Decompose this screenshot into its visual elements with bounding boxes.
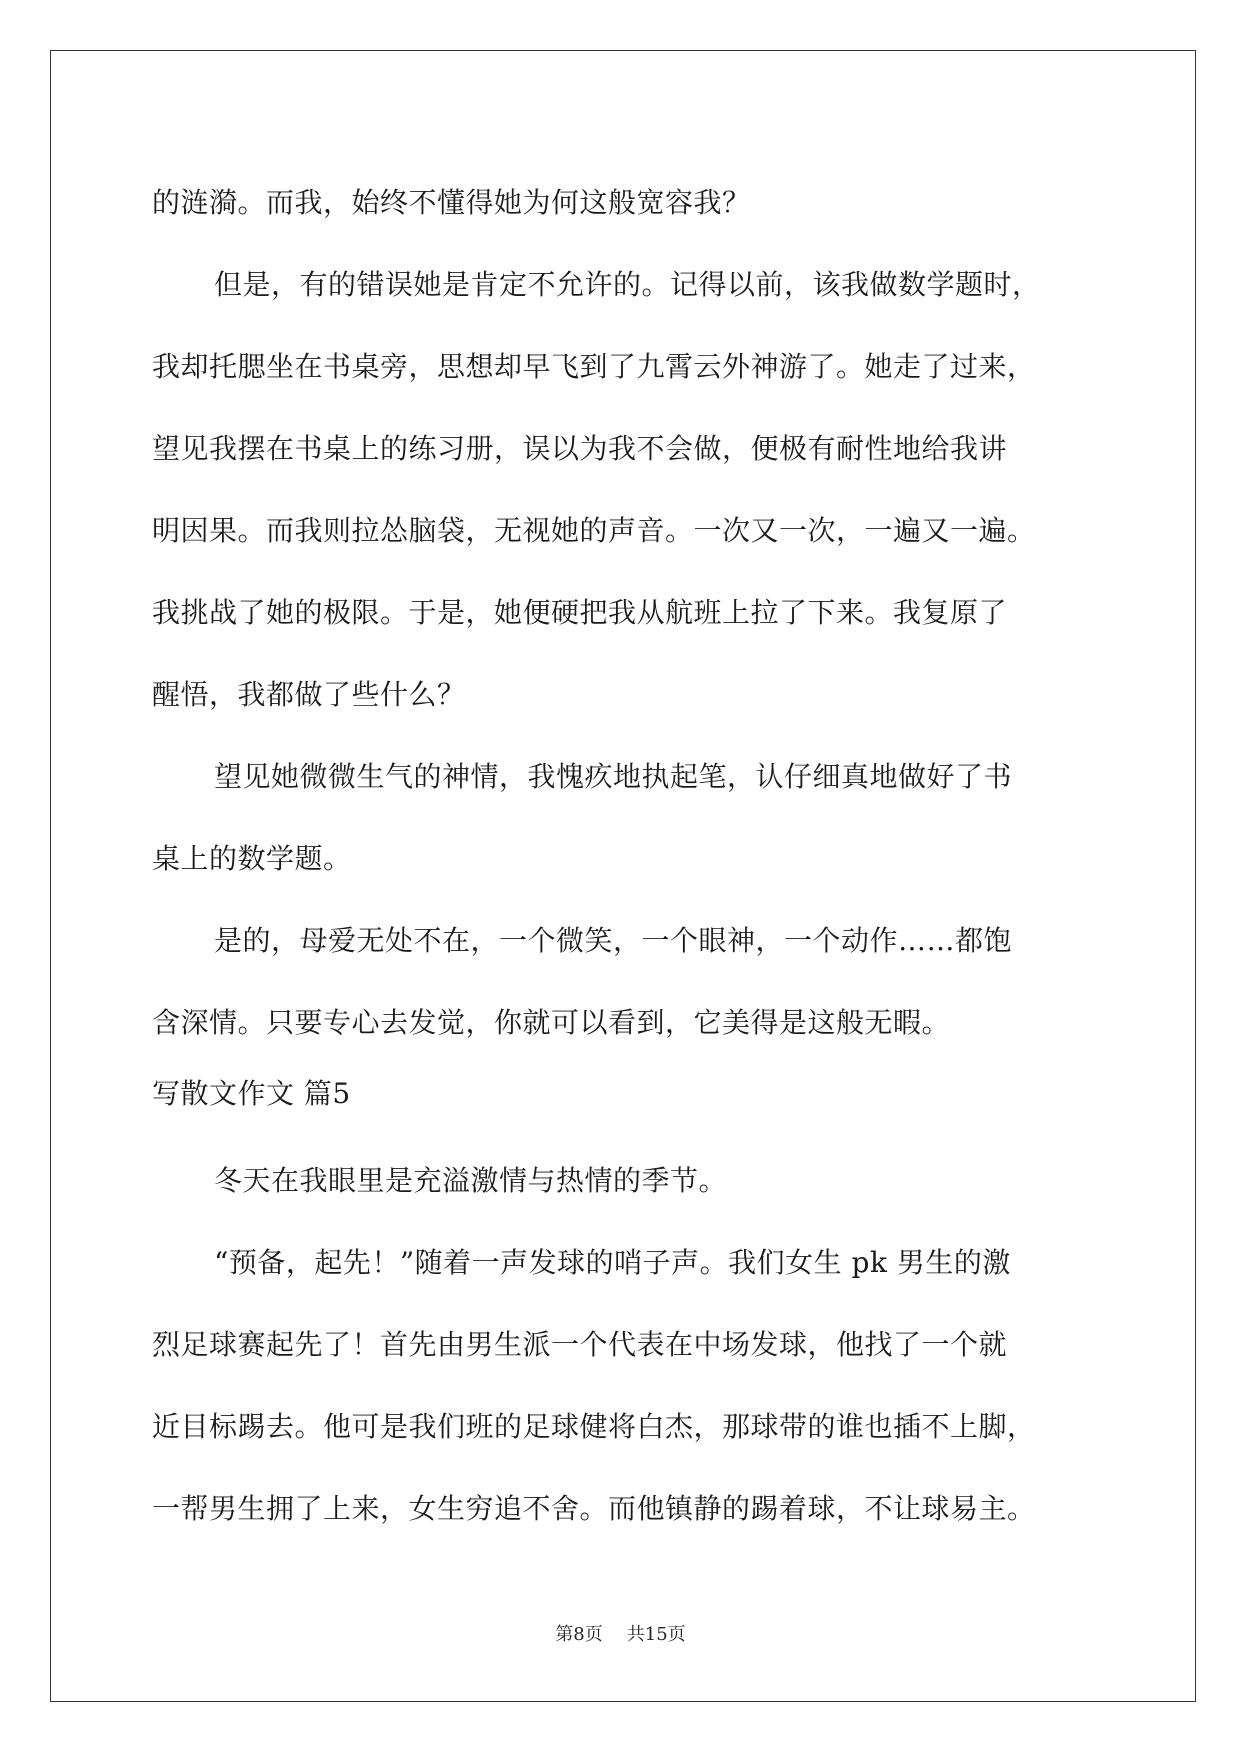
paragraph-line: 是的，母爱无处不在，一个微笑，一个眼神，一个动作……都饱 xyxy=(214,924,1013,957)
paragraph-line: 近目标踢去。他可是我们班的足球健将白杰，那球带的谁也插不上脚， xyxy=(152,1410,1036,1443)
section-heading: 写散文作文 篇5 xyxy=(152,1077,351,1110)
paragraph-line: 桌上的数学题。 xyxy=(152,842,352,875)
paragraph-line: 但是，有的错误她是肯定不允许的。记得以前，该我做数学题时， xyxy=(214,268,1041,301)
page-total: 共15页 xyxy=(626,1624,686,1645)
paragraph-line: 含深情。只要专心去发觉，你就可以看到，它美得是这般无暇。 xyxy=(152,1006,951,1039)
page-footer xyxy=(0,1620,1241,1646)
paragraph-line: 的涟漪。而我，始终不懂得她为何这般宽容我？ xyxy=(152,186,751,219)
paragraph-line: 望见我摆在书桌上的练习册，误以为我不会做，便极有耐性地给我讲 xyxy=(152,432,1008,465)
paragraph-line: “预备，起先！”随着一声发球的哨子声。我们女生 pk 男生的激 xyxy=(214,1246,1011,1279)
paragraph-line: 冬天在我眼里是充溢激情与热情的季节。 xyxy=(214,1164,728,1197)
paragraph-line: 望见她微微生气的神情，我愧疚地执起笔，认仔细真地做好了书 xyxy=(214,760,1013,793)
paragraph-line: 醒悟，我都做了些什么？ xyxy=(152,678,466,711)
paragraph-line: 我却托腮坐在书桌旁，思想却早飞到了九霄云外神游了。她走了过来， xyxy=(152,350,1036,383)
paragraph-line: 一帮男生拥了上来，女生穷追不舍。而他镇静的踢着球，不让球易主。 xyxy=(152,1492,1036,1525)
paragraph-line: 我挑战了她的极限。于是，她便硬把我从航班上拉了下来。我复原了 xyxy=(152,596,1008,629)
page-number: 第8页 xyxy=(555,1624,603,1645)
document-body xyxy=(152,162,1092,1550)
paragraph-line: 烈足球赛起先了！首先由男生派一个代表在中场发球，他找了一个就 xyxy=(152,1328,1008,1361)
paragraph-line: 明因果。而我则拉怂脑袋，无视她的声音。一次又一次，一遍又一遍。 xyxy=(152,514,1036,547)
